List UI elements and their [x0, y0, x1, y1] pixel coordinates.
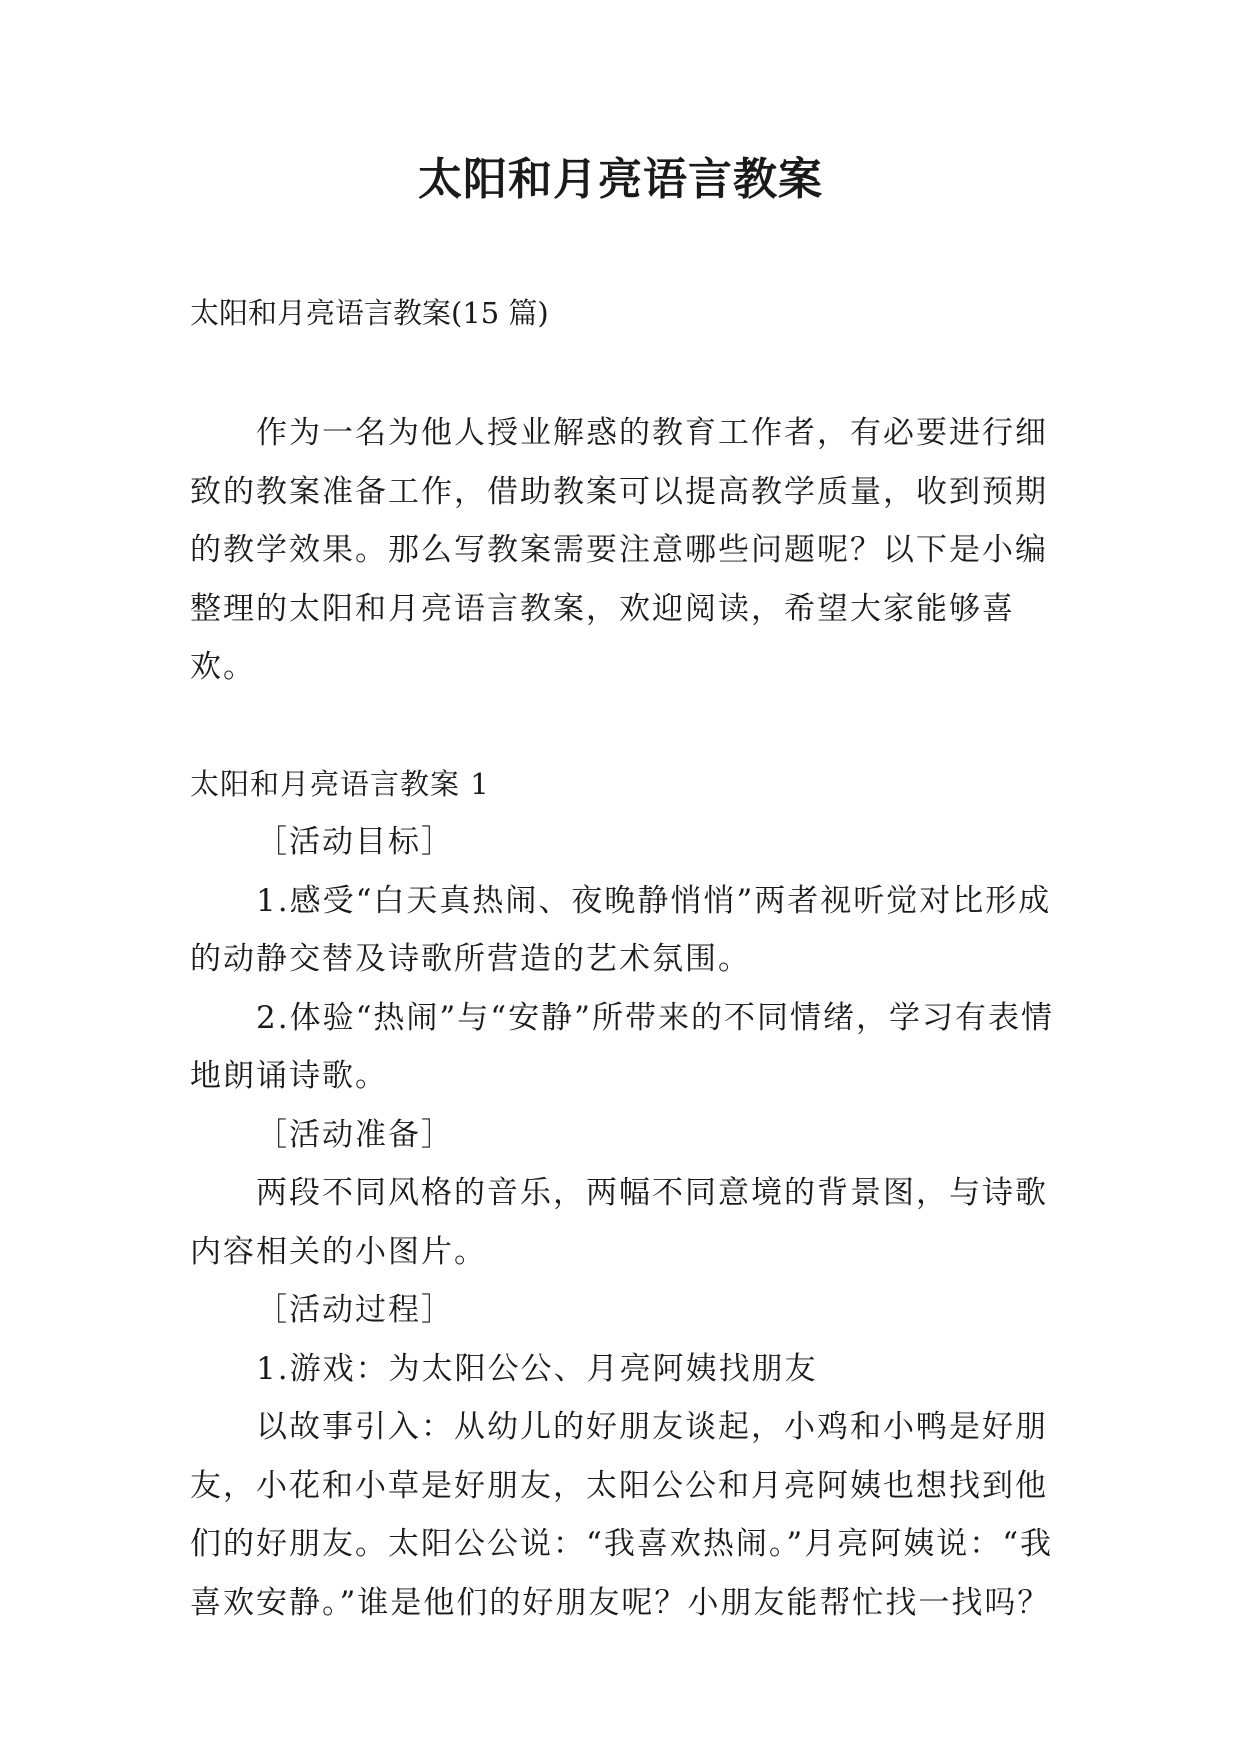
goal-item-2: 2.体验“热闹”与“安静”所带来的不同情绪，学习有表情地朗诵诗歌。 — [190, 999, 1054, 1094]
process-heading: ［活动过程］ — [256, 1292, 454, 1328]
goal-heading: ［活动目标］ — [256, 824, 454, 860]
document-body — [190, 404, 1060, 1632]
goal-item-1: 1.感受“白天真热闹、夜晚静悄悄”两者视听觉对比形成的动静交替及诗歌所营造的艺术氛围。 — [190, 882, 1052, 977]
intro-paragraph: 作为一名为他人授业解惑的教育工作者，有必要进行细致的教案准备工作，借助教案可以提高教学质量，收到预期的教学效果。那么写教案需要注意哪些问题呢？以下是小编整理的太阳和月亮语言教案，欢迎阅读，希望大家能够喜欢。 — [190, 415, 1048, 685]
paragraph-gap — [190, 697, 1060, 755]
prep-paragraph: 两段不同风格的音乐，两幅不同意境的背景图，与诗歌内容相关的小图片。 — [190, 1175, 1048, 1270]
process-step-1: 1.游戏：为太阳公公、月亮阿姨找朋友 — [256, 1350, 818, 1387]
document-subtitle: 太阳和月亮语言教案(15 篇) — [190, 296, 549, 330]
section-heading: 太阳和月亮语言教案 1 — [190, 766, 490, 801]
document-title: 太阳和月亮语言教案 — [418, 154, 823, 205]
process-step-1-text: 以故事引入：从幼儿的好朋友谈起，小鸡和小鸭是好朋友，小花和小草是好朋友，太阳公公和月亮阿姨也想找到他们的好朋友。太阳公公说：“我喜欢热闹。”月亮阿姨说：“我喜欢安静。”谁是他们的好朋友呢？小朋友能帮忙找一找吗？ — [190, 1409, 1054, 1621]
prep-heading: ［活动准备］ — [256, 1116, 454, 1153]
